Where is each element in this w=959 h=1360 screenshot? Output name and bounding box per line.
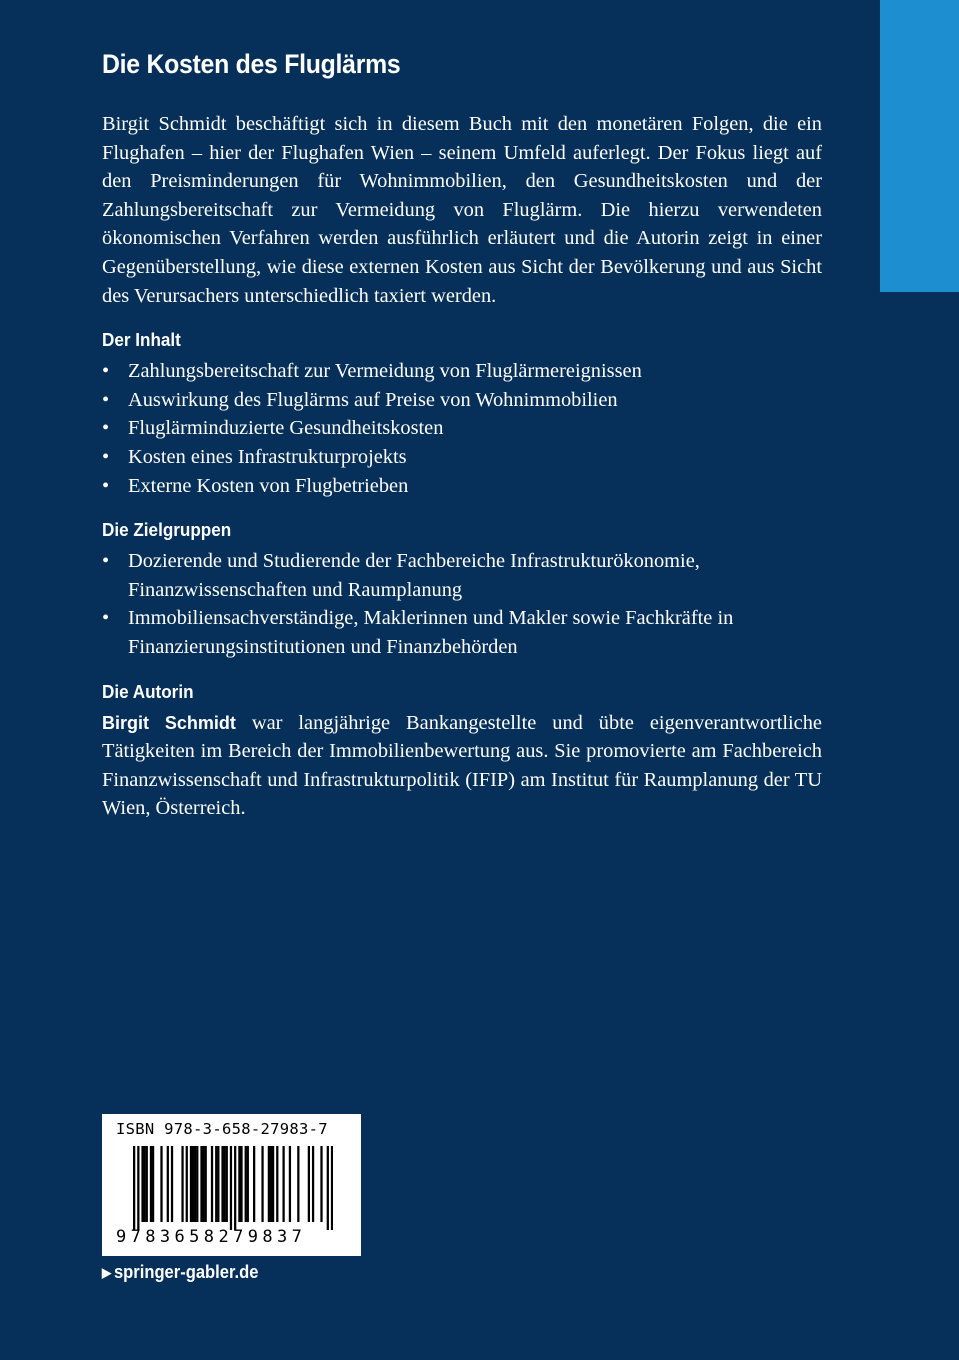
bullet-icon: • (102, 388, 110, 411)
bullet-icon: • (102, 474, 110, 497)
barcode-bar (261, 1146, 263, 1222)
bullet-icon: • (102, 550, 110, 573)
list-item: • Externe Kosten von Flugbetrieben (102, 472, 822, 501)
author-paragraph (102, 709, 822, 823)
barcode-bar (224, 1146, 226, 1222)
barcode-bar (181, 1146, 183, 1222)
bullet-icon: • (102, 445, 110, 468)
barcode-bar (186, 1146, 188, 1222)
barcode-bar (144, 1146, 146, 1222)
bullet-icon: • (102, 360, 110, 383)
list-item: • Immobiliensachverständige, Maklerinnen und Makler sowie Fachkräfte in Finanzierungsinstitutionen und Finanzbehörden (102, 604, 822, 661)
website-link[interactable] (102, 1262, 258, 1283)
barcode-bar (312, 1146, 314, 1222)
barcode-bar (240, 1146, 242, 1222)
barcode-bar (247, 1146, 249, 1222)
barcode-bar (217, 1146, 219, 1222)
play-arrow-icon: ▶ (102, 1264, 112, 1280)
barcode-bar (190, 1146, 192, 1222)
barcode-bar (215, 1146, 217, 1222)
barcode-bar (160, 1146, 162, 1222)
barcode-bar (141, 1146, 143, 1222)
section-heading-zielgruppen: Die Zielgruppen (102, 520, 232, 541)
list-item: • Dozierende und Studierende der Fachbereiche Infrastrukturökonomie, Finanzwissenschaften und Raumplanung (102, 547, 822, 604)
barcode-bar (272, 1146, 274, 1222)
barcode-bar (253, 1146, 255, 1222)
list-item: • Kosten eines Infrastrukturprojekts (102, 443, 822, 472)
author-bio: war langjährige Bankangestellte und übte eigenverantwortliche Tätigkeiten im Bereich der Immobilienbewertung aus. Sie promovierte am Fachbereich Finanzwissenschaft und Infrastrukturpolitik (IFIP) am Institut für Raumplanung der TU Wien, Österreich. (102, 711, 822, 820)
barcode-bar (167, 1146, 169, 1222)
barcode-bar (146, 1146, 148, 1222)
barcode-bar (133, 1146, 135, 1230)
isbn-barcode-box (102, 1114, 361, 1256)
book-title: Die Kosten des Fluglärms (102, 49, 401, 79)
barcode-bar (226, 1146, 228, 1222)
intro-paragraph: Birgit Schmidt beschäftigt sich in diesem Buch mit den monetären Folgen, die ein Flughafen – hier der Flughafen Wien – seinem Umfeld auferlegt. Der Fokus liegt auf den Preisminderungen für Wohnimmobilien, den Gesundheitskosten und der Zahlungsbereitschaft zur Vermeidung von Fluglärm. Die hierzu verwendeten ökonomischen Verfahren werden ausführlich erläutert und die Autorin zeigt in einer Gegenüberstellung, wie diese externen Kosten aus Sicht der Bevölkerung und aus Sicht des Verursachers unterschiedlich taxiert werden. (102, 113, 822, 307)
barcode-bar (234, 1146, 236, 1230)
list-item: • Fluglärminduzierte Gesundheitskosten (102, 414, 822, 443)
barcode-bar (171, 1146, 173, 1222)
website-label: springer-gabler.de (113, 1262, 259, 1282)
accent-bar (880, 0, 959, 292)
barcode-bar (200, 1146, 202, 1222)
bullet-icon: • (102, 417, 110, 440)
barcode-bar (152, 1146, 154, 1222)
barcode-bar (192, 1146, 194, 1222)
barcode-bar (320, 1146, 322, 1222)
list-item: • Zahlungsbereitschaft zur Vermeidung von Fluglärmereignissen (102, 357, 822, 386)
back-cover-content (102, 44, 822, 823)
barcode-bar (202, 1146, 204, 1222)
inhalt-list (102, 357, 822, 500)
barcode-bar (137, 1146, 139, 1230)
barcode-bar (230, 1146, 232, 1230)
barcode-bar (331, 1146, 333, 1230)
barcode-bar (245, 1146, 247, 1222)
barcode-bar (221, 1146, 223, 1222)
bullet-icon: • (102, 607, 110, 630)
barcode-image (133, 1146, 333, 1230)
barcode-bar (282, 1146, 284, 1222)
section-heading-inhalt: Der Inhalt (102, 330, 181, 351)
barcode-bar (327, 1146, 329, 1230)
barcode-bar (308, 1146, 310, 1222)
zielgruppen-list (102, 547, 822, 661)
barcode-bar (297, 1146, 299, 1222)
barcode-bar (276, 1146, 278, 1222)
barcode-bar (270, 1146, 272, 1222)
barcode-bar (205, 1146, 207, 1222)
author-name: Birgit Schmidt (102, 712, 236, 733)
barcode-bar (289, 1146, 291, 1222)
barcode-bar (196, 1146, 198, 1222)
barcode-bar (150, 1146, 152, 1222)
barcode-bar (211, 1146, 213, 1222)
section-heading-autorin: Die Autorin (102, 681, 194, 702)
barcode-bar (268, 1146, 270, 1222)
list-item: • Auswirkung des Fluglärms auf Preise von Wohnimmobilien (102, 386, 822, 415)
barcode-bar (194, 1146, 196, 1222)
ean-digits: 9783658279837 (116, 1227, 307, 1247)
barcode-bar (238, 1146, 240, 1222)
isbn-label: ISBN 978-3-658-27983-7 (116, 1120, 328, 1138)
